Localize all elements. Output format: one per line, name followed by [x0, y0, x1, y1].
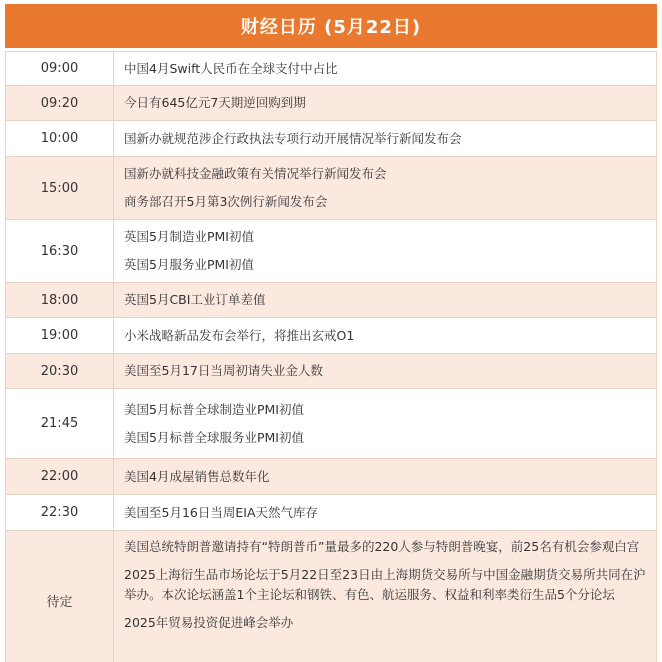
event-text: 美国总统特朗普邀请持有“特朗普币”量最多的220人参与特朗普晚宴，前25名有机会参观白宫 [124, 539, 640, 554]
row-time: 22:30 [6, 495, 114, 531]
calendar-row [6, 157, 657, 220]
row-time: 20:30 [6, 354, 114, 389]
calendar-row [6, 52, 657, 86]
row-time: 09:00 [6, 52, 114, 86]
event-text: 国新办就科技金融政策有关情况举行新闻发布会 [124, 166, 387, 181]
event-text: 中国4月Swift人民币在全球支付中占比 [124, 60, 338, 76]
row-time: 18:00 [6, 283, 114, 318]
event-text: 美国5月标普全球服务业PMI初值 [124, 429, 304, 445]
event-text: 美国至5月17日当周初请失业金人数 [124, 363, 323, 378]
row-events [114, 354, 657, 389]
row-events [114, 283, 657, 318]
row-time: 09:20 [6, 86, 114, 121]
row-time: 22:00 [6, 459, 114, 495]
row-time: 15:00 [6, 157, 114, 220]
row-events [114, 121, 657, 157]
calendar-row [6, 220, 657, 283]
calendar-table [5, 51, 657, 662]
row-time: 待定 [6, 531, 114, 662]
row-events [114, 389, 657, 459]
row-time: 16:30 [6, 220, 114, 283]
row-time: 21:45 [6, 389, 114, 459]
event-text: 美国至5月16日当周EIA天然气库存 [124, 504, 318, 520]
event-text: 2025上海衍生品市场论坛于5月22日至23日由上海期货交易所与中国金融期货交易所共同在沪举办。本次论坛涵盖1个主论坛和钢铁、有色、航运服务、权益和利率类衍生品5个分论坛 [124, 567, 646, 602]
event-text: 英国5月制造业PMI初值 [124, 229, 254, 244]
calendar-row [6, 86, 657, 121]
calendar-row [6, 495, 657, 531]
event-text: 今日有645亿元7天期逆回购到期 [124, 95, 306, 110]
row-events [114, 220, 657, 283]
calendar-row [6, 389, 657, 459]
calendar-row [6, 318, 657, 354]
row-events [114, 86, 657, 121]
event-text: 小米战略新品发布会举行，将推出玄戒O1 [124, 327, 355, 343]
event-text: 商务部召开5月第3次例行新闻发布会 [124, 194, 328, 209]
row-events [114, 495, 657, 531]
event-text: 英国5月CBI工业订单差值 [124, 292, 266, 307]
row-events [114, 157, 657, 220]
calendar-row [6, 531, 657, 662]
row-events [114, 459, 657, 495]
event-text: 国新办就规范涉企行政执法专项行动开展情况举行新闻发布会 [124, 130, 462, 146]
row-time: 10:00 [6, 121, 114, 157]
row-time: 19:00 [6, 318, 114, 354]
calendar-row [6, 283, 657, 318]
row-events [114, 531, 657, 662]
calendar-row [6, 459, 657, 495]
calendar-header [5, 4, 657, 48]
event-text: 美国5月标普全球制造业PMI初值 [124, 401, 304, 417]
event-text: 英国5月服务业PMI初值 [124, 257, 254, 272]
row-events [114, 318, 657, 354]
event-text: 2025年贸易投资促进峰会举办 [124, 615, 294, 630]
calendar-title: 财经日历 (5月22日) [240, 17, 422, 38]
calendar-row [6, 121, 657, 157]
row-events [114, 52, 657, 86]
calendar-row [6, 354, 657, 389]
event-text: 美国4月成屋销售总数年化 [124, 468, 270, 484]
